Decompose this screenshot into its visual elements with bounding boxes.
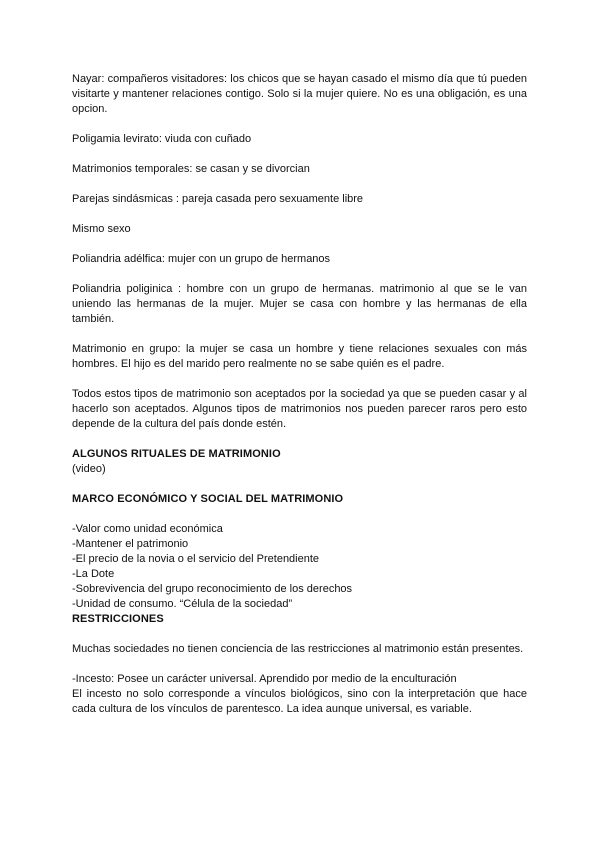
paragraph-matrimonios-temporales: Matrimonios temporales: se casan y se divorcian <box>72 163 310 175</box>
heading-rituales: ALGUNOS RITUALES DE MATRIMONIO <box>72 448 281 460</box>
paragraph-nayar: Nayar: compañeros visitadores: los chicos que se hayan casado el mismo día que tú pueden visitarte y mantener relaciones contigo. Solo si la mujer quiere. No es una obligación, es una opcion. <box>72 73 527 115</box>
marco-list <box>72 522 527 612</box>
heading-marco-economico: MARCO ECONÓMICO Y SOCIAL DEL MATRIMONIO <box>72 493 344 505</box>
list-item: -Sobrevivencia del grupo reconocimiento de los derechos <box>72 583 353 595</box>
list-item: -Valor como unidad económica <box>72 523 223 535</box>
incesto-text: El incesto no solo corresponde a vínculos biológicos, sino con la interpretación que hace cada cultura de los vínculos de parentesco. La idea aunque universal, es variable. <box>72 688 527 715</box>
list-item: -La Dote <box>72 568 115 580</box>
paragraph-parejas-sindasmicas: Parejas sindásmicas : pareja casada pero sexuamente libre <box>72 193 364 205</box>
paragraph-poligamia-levirato: Poligamia levirato: viuda con cuñado <box>72 133 252 145</box>
paragraph-poliandria-poliginica: Poliandria poliginica : hombre con un grupo de hermanas. matrimonio al que se le van uniendo las hermanas de la mujer. Mujer se casa con hombre y las hermanas de ella también. <box>72 283 527 325</box>
list-item: -Unidad de consumo. “Célula de la sociedad” <box>72 598 293 610</box>
paragraph-conclusion: Todos estos tipos de matrimonio son aceptados por la sociedad ya que se pueden casar y al hacerlo son aceptados. Algunos tipos de matrimonios nos pueden parecer raros pero esto depende de la cultura del país donde estén. <box>72 388 527 430</box>
paragraph-mismo-sexo: Mismo sexo <box>72 223 131 235</box>
incesto-line: -Incesto: Posee un carácter universal. Aprendido por medio de la enculturación <box>72 673 457 685</box>
rituales-note: (video) <box>72 463 106 475</box>
list-item: -Mantener el patrimonio <box>72 538 189 550</box>
heading-restricciones: RESTRICCIONES <box>72 613 164 625</box>
document-body <box>72 72 527 717</box>
paragraph-matrimonio-en-grupo: Matrimonio en grupo: la mujer se casa un hombre y tiene relaciones sexuales con más hombres. El hijo es del marido pero realmente no se sabe quién es el padre. <box>72 343 527 370</box>
restricciones-intro: Muchas sociedades no tienen conciencia de las restricciones al matrimonio están presentes. <box>72 643 524 655</box>
paragraph-poliandria-adelfica: Poliandria adélfica: mujer con un grupo de hermanos <box>72 253 331 265</box>
list-item: -El precio de la novia o el servicio del Pretendiente <box>72 553 320 565</box>
